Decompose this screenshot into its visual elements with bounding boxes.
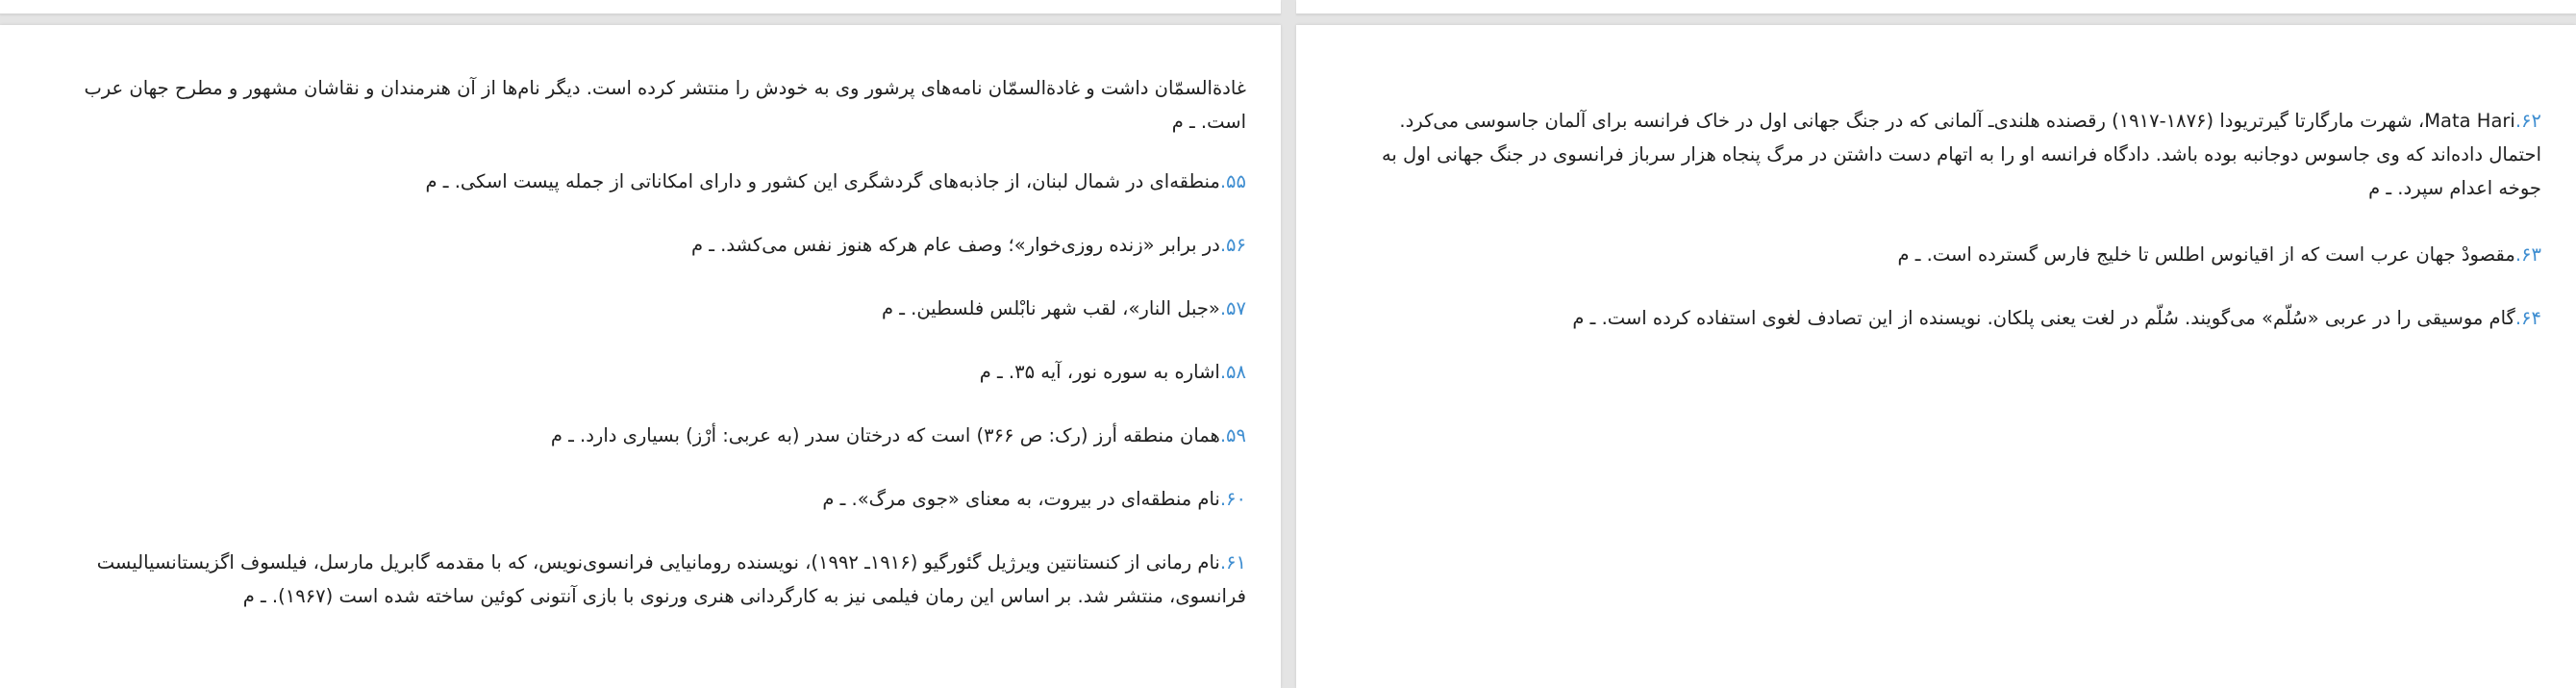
- footnote-number: ۵۸.: [1219, 361, 1246, 383]
- footnote: [33, 482, 1246, 516]
- footnote-text: جوخه اعدام سپرد. ـ م: [2368, 177, 2541, 199]
- footnote: [1329, 104, 2541, 205]
- footnote-text: اشاره به سوره نور، آیه ۳۵. ـ م: [979, 361, 1220, 383]
- footnote: [33, 71, 1246, 139]
- page-right: [1296, 25, 2576, 688]
- footnote-text: غادةالسمّان داشت و غادةالسمّان نامه‌های پرشور وی به خودش را منتشر کرده است. دیگر نام‌ها از آن هنرمندان و نقاشان مشهور و مطرح جهان عرب: [84, 77, 1246, 99]
- footnote-number: ۵۶.: [1219, 234, 1246, 256]
- footnote-text: نام رمانی از کنستانتین ویرژیل گئورگیو (۱۹۱۶ـ ۱۹۹۲)، نویسنده رومانیایی فرانسوی‌نویس، که با مقدمه گابریل مارسل، فیلسوف اگزیستانسیالیست: [96, 551, 1220, 573]
- footnote-text: نام منطقه‌ای در بیروت، به معنای «جوی مرگ». ـ م: [822, 488, 1220, 510]
- footnote-text: مقصودْ جهان عرب است که از اقیانوس اطلس تا خلیج فارس گسترده است. ـ م: [1897, 243, 2515, 266]
- footnote: [33, 228, 1246, 262]
- footnote: [1329, 301, 2541, 335]
- footnote-text: احتمال داده‌اند که وی جاسوس دوجانبه بوده باشد. دادگاه فرانسه او را به اتهام دست داشتن در مرگ پنجاه هزار سرباز فرانسوی در جنگ جهانی اول به: [1381, 143, 2541, 166]
- footnote-text: فرانسوی، منتشر شد. بر اساس این رمان فیلمی نیز به کارگردانی هنری ورنوی با بازی آنتونی کوئین ساخته شده است (۱۹۶۷). ـ م: [242, 585, 1246, 607]
- previous-page-left-edge: [0, 0, 1281, 14]
- footnote: [33, 355, 1246, 389]
- footnote-number: ۶۲.: [2514, 110, 2541, 132]
- footnote: [33, 165, 1246, 198]
- footnote: [1329, 238, 2541, 271]
- footnote-number: ۶۴.: [2514, 307, 2541, 329]
- footnote-number: ۵۹.: [1219, 424, 1246, 446]
- footnote-text: Mata Hari، شهرت مارگارتا گیرتریودا (۱۸۷۶-۱۹۱۷) رقصنده هلندی‌ـ آلمانی که در جنگ جهانی اول در خاک فرانسه برای آلمان جاسوسی می‌کرد.: [1399, 110, 2515, 132]
- footnote-text: همان منطقه أرز (رک: ص ۳۶۶) است که درختان سدر (به عربی: أرْز) بسیاری دارد. ـ م: [550, 424, 1220, 446]
- footnote-text: منطقه‌ای در شمال لبنان، از جاذبه‌های گردشگری این کشور و دارای امکاناتی از جمله پیست اسکی. ـ م: [425, 170, 1220, 192]
- footnote-number: ۶۳.: [2514, 243, 2541, 266]
- footnote-text: گام موسیقی را در عربی «سُلّم» می‌گویند. سُلّم در لغت یعنی پلکان. نویسنده از این تصادف لغوی استفاده کرده است. ـ م: [1572, 307, 2515, 329]
- footnote: [33, 292, 1246, 325]
- footnote-number: ۵۵.: [1219, 170, 1246, 192]
- footnote-text: «جبل النار»، لقب شهر نابْلس فلسطین. ـ م: [881, 297, 1220, 319]
- page-left: [0, 25, 1281, 688]
- footnote-text: است. ـ م: [1171, 111, 1246, 133]
- footnote-number: ۶۰.: [1219, 488, 1246, 510]
- footnote: [33, 419, 1246, 452]
- footnote-number: ۶۱.: [1219, 551, 1246, 573]
- footnote-number: ۵۷.: [1219, 297, 1246, 319]
- footnote: [33, 546, 1246, 613]
- footnote-text: در برابر «زنده روزی‌خوار»؛ وصف عام هرکه هنوز نفس می‌کشد. ـ م: [690, 234, 1220, 256]
- previous-page-right-edge: [1296, 0, 2576, 14]
